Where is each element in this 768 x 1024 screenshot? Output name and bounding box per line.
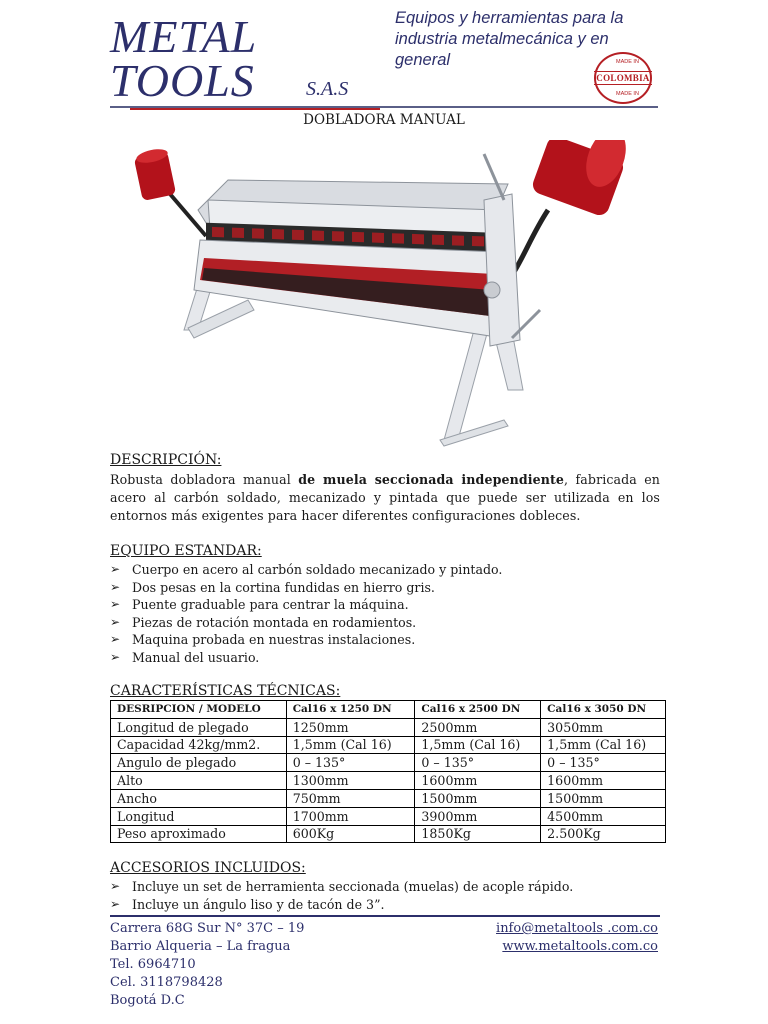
table-cell: 750mm bbox=[286, 789, 415, 807]
website-link[interactable]: www.metaltools.com.co bbox=[502, 939, 658, 954]
descripcion-heading: DESCRIPCIÓN: bbox=[110, 452, 222, 468]
table-cell: 1500mm bbox=[415, 789, 541, 807]
table-row bbox=[111, 807, 666, 825]
table-header-row bbox=[111, 701, 666, 719]
table-cell: 1500mm bbox=[541, 789, 666, 807]
equipo-estandar-list bbox=[110, 561, 502, 667]
descripcion-text-end: , fabricada en acero al carbón soldado, mecanizado y pintada que puede ser utilizada en los entornos más exigentes para hacer diferentes configuraciones dobleces. bbox=[110, 472, 660, 523]
list-item: ➢ Incluye un ángulo liso y de tacón de 3”. bbox=[110, 896, 573, 914]
accesorios-list bbox=[110, 878, 573, 913]
table-cell: 2500mm bbox=[415, 718, 541, 736]
header-divider bbox=[110, 106, 658, 108]
table-cell: 1250mm bbox=[286, 718, 415, 736]
column-header: DESRIPCION / MODELO bbox=[111, 701, 287, 719]
table-cell: 2.500Kg bbox=[541, 825, 666, 843]
specifications-table bbox=[110, 700, 666, 843]
made-in-colombia-seal bbox=[594, 52, 652, 104]
table-cell: 3050mm bbox=[541, 718, 666, 736]
table-row bbox=[111, 754, 666, 772]
document-title: DOBLADORA MANUAL bbox=[303, 112, 465, 128]
table-cell: 1,5mm (Cal 16) bbox=[286, 736, 415, 754]
footer-contact bbox=[496, 920, 658, 956]
seal-main-text: COLOMBIA bbox=[596, 73, 650, 83]
seal-bottom-text: MADE IN bbox=[616, 91, 639, 97]
descripcion-text-start: Robusta dobladora manual bbox=[110, 472, 299, 487]
list-item: ➢ Piezas de rotación montada en rodamientos. bbox=[110, 614, 502, 632]
table-cell: 3900mm bbox=[415, 807, 541, 825]
table-row bbox=[111, 736, 666, 754]
table-cell: 0 – 135° bbox=[286, 754, 415, 772]
descripcion-text bbox=[110, 471, 660, 525]
column-header: Cal16 x 1250 DN bbox=[286, 701, 415, 719]
telephone: Tel. 6964710 bbox=[110, 957, 196, 972]
logo-line-1: METAL bbox=[110, 11, 258, 62]
company-logo bbox=[110, 11, 390, 106]
city: Bogotá D.C bbox=[110, 993, 185, 1008]
table-cell: 1,5mm (Cal 16) bbox=[541, 736, 666, 754]
logo-line-2: TOOLS bbox=[110, 55, 255, 106]
column-header: Cal16 x 3050 DN bbox=[541, 701, 666, 719]
address-line-2: Barrio Alqueria – La fragua bbox=[110, 939, 291, 954]
table-cell: Longitud de plegado bbox=[111, 718, 287, 736]
seal-top-text: MADE IN bbox=[616, 59, 639, 65]
table-cell: Angulo de plegado bbox=[111, 754, 287, 772]
table-cell: 0 – 135° bbox=[541, 754, 666, 772]
cellphone: Cel. 3118798428 bbox=[110, 975, 223, 990]
footer-address bbox=[110, 920, 304, 1010]
descripcion-text-bold: de muela seccionada independiente bbox=[298, 472, 565, 487]
table-cell: 0 – 135° bbox=[415, 754, 541, 772]
table-cell: Ancho bbox=[111, 789, 287, 807]
list-item: ➢ Incluye un set de herramienta seccionada (muelas) de acople rápido. bbox=[110, 878, 573, 896]
table-cell: 600Kg bbox=[286, 825, 415, 843]
table-cell: 1,5mm (Cal 16) bbox=[415, 736, 541, 754]
list-item: ➢ Maquina probada en nuestras instalaciones. bbox=[110, 631, 502, 649]
table-cell: 4500mm bbox=[541, 807, 666, 825]
footer-divider bbox=[110, 915, 660, 917]
table-cell: Alto bbox=[111, 772, 287, 790]
logo-suffix: S.A.S bbox=[306, 78, 349, 100]
table-cell: 1850Kg bbox=[415, 825, 541, 843]
company-tagline: Equipos y herramientas para la industria metalmecánica y en general bbox=[395, 9, 624, 69]
column-header: Cal16 x 2500 DN bbox=[415, 701, 541, 719]
equipo-estandar-heading: EQUIPO ESTANDAR: bbox=[110, 543, 262, 559]
table-row bbox=[111, 789, 666, 807]
table-row bbox=[111, 772, 666, 790]
list-item: ➢ Puente graduable para centrar la máquina. bbox=[110, 596, 502, 614]
list-item: ➢ Cuerpo en acero al carbón soldado mecanizado y pintado. bbox=[110, 561, 502, 579]
logo-underline bbox=[130, 108, 380, 110]
table-cell: 1600mm bbox=[541, 772, 666, 790]
table-cell: 1300mm bbox=[286, 772, 415, 790]
table-row bbox=[111, 825, 666, 843]
table-cell: 1700mm bbox=[286, 807, 415, 825]
table-row bbox=[111, 718, 666, 736]
table-cell: Peso aproximado bbox=[111, 825, 287, 843]
accesorios-heading: ACCESORIOS INCLUIDOS: bbox=[110, 860, 306, 876]
table-cell: 1600mm bbox=[415, 772, 541, 790]
list-item: ➢ Manual del usuario. bbox=[110, 649, 502, 667]
table-cell: Capacidad 42kg/mm2. bbox=[111, 736, 287, 754]
address-line-1: Carrera 68G Sur N° 37C – 19 bbox=[110, 921, 305, 936]
email-link[interactable]: info@metaltools .com.co bbox=[496, 921, 658, 936]
caracteristicas-heading: CARACTERÍSTICAS TÉCNICAS: bbox=[110, 683, 341, 699]
table-cell: Longitud bbox=[111, 807, 287, 825]
machine-photo bbox=[128, 140, 648, 450]
list-item: ➢ Dos pesas en la cortina fundidas en hierro gris. bbox=[110, 579, 502, 597]
